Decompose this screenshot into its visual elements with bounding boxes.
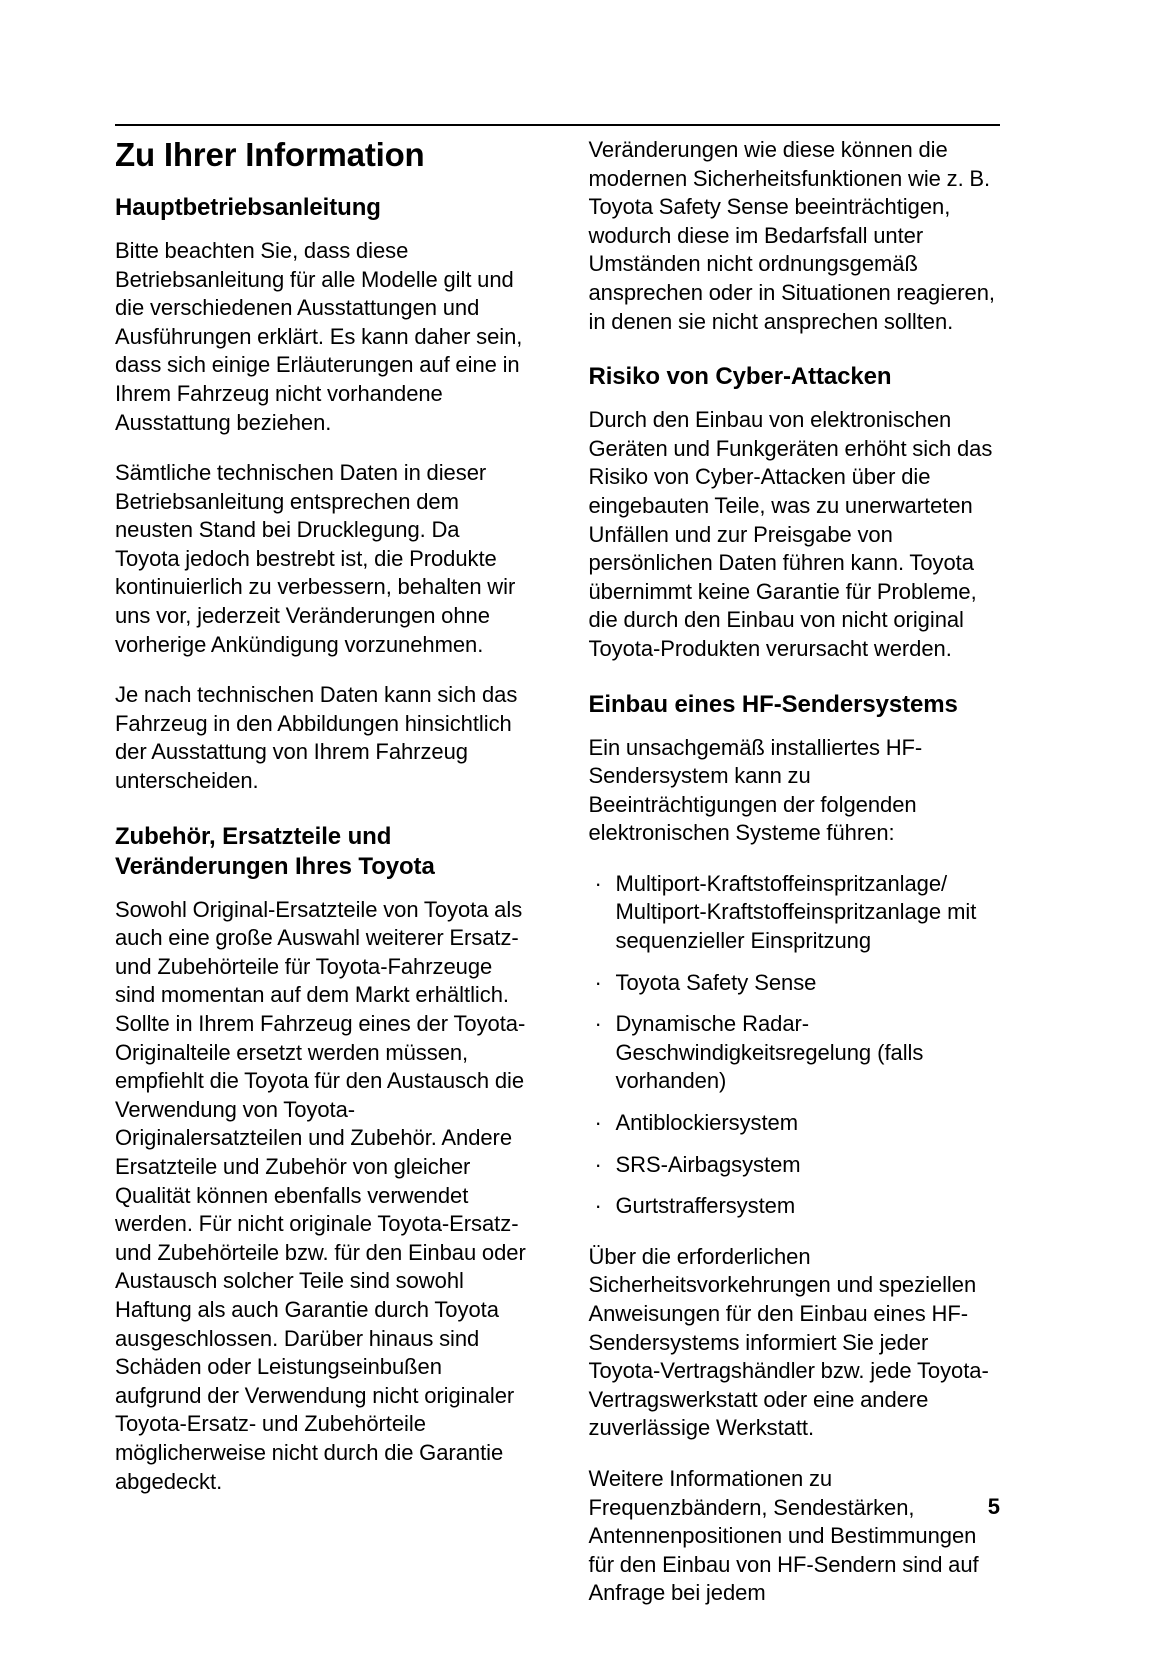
paragraph: Über die erforderlichen Sicherheitsvorkehrungen und speziellen Anweisungen für den Einbau eines HF-Sendersystems informiert Sie jeder Toyota-Vertragshändler bzw. jede Toyota-Vertragswerkstatt oder eine andere zuverlässige Werkstatt. bbox=[588, 1243, 989, 1441]
right-column bbox=[589, 136, 1001, 1608]
two-column-body bbox=[115, 136, 1000, 1608]
list-item bbox=[589, 1151, 1001, 1180]
bullet-icon: · bbox=[594, 1151, 602, 1177]
bullet-icon: · bbox=[594, 1110, 602, 1136]
bullet-icon: · bbox=[594, 1011, 602, 1037]
bullet-icon: · bbox=[594, 969, 602, 995]
page-title: Zu Ihrer Information bbox=[115, 136, 425, 173]
section-heading-hf-sendersystem: Einbau eines HF-Sendersystems bbox=[588, 690, 958, 718]
list-item-label: Gurtstraffersystem bbox=[615, 1193, 796, 1219]
list-item-label: Multiport-Kraftstoffeinspritzanlage/ Multiport-Kraftstoffeinspritzanlage mit sequenzieller Einspritzung bbox=[615, 870, 977, 954]
list-item bbox=[589, 1192, 1001, 1221]
paragraph: Sowohl Original-Ersatzteile von Toyota als auch eine große Auswahl weiterer Ersatz- und Zubehörteile für Toyota-Fahrzeuge sind momentan auf dem Markt erhältlich. Sollte in Ihrem Fahrzeug eines der Toyota-Originalteile ersetzt werden müssen, empfiehlt die Toyota für den Austausch die Verwendung von Toyota-Originalersatzteilen und Zubehör. Andere Ersatzteile und Zubehör von gleicher Qualität können ebenfalls verwendet werden. Für nicht originale Toyota-Ersatz- und Zubehörteile bzw. für den Einbau oder Austausch solcher Teile sind sowohl Haftung als auch Garantie durch Toyota ausgeschlossen. Darüber hinaus sind Schäden oder Leistungseinbußen aufgrund der Verwendung nicht originaler Toyota-Ersatz- und Zubehörteile möglicherweise nicht durch die Garantie abgedeckt. bbox=[115, 896, 526, 1494]
paragraph: Durch den Einbau von elektronischen Geräten und Funkgeräten erhöht sich das Risiko von Cyber-Attacken über die eingebauten Teile, was zu unerwarteten Unfällen und zur Preisgabe von persönlichen Daten führen kann. Toyota übernimmt keine Garantie für Probleme, die durch den Einbau von nicht original Toyota-Produkten verursacht werden. bbox=[588, 407, 993, 661]
affected-systems-list bbox=[589, 870, 1001, 1221]
list-item-label: SRS-Airbagsystem bbox=[615, 1151, 801, 1177]
list-item bbox=[589, 870, 1001, 956]
list-item bbox=[589, 1010, 1001, 1096]
list-item bbox=[589, 1109, 1001, 1138]
bullet-icon: · bbox=[594, 1193, 602, 1219]
list-item bbox=[589, 969, 1001, 998]
paragraph: Ein unsachgemäß installiertes HF-Sendersystem kann zu Beeinträchtigungen der folgenden elektronischen Systeme führen: bbox=[588, 734, 923, 846]
section-heading-cyber-attacken: Risiko von Cyber-Attacken bbox=[588, 363, 892, 391]
header-rule bbox=[115, 124, 1000, 126]
section-heading-zubehoer: Zubehör, Ersatzteile und Veränderungen Ihres Toyota bbox=[115, 822, 435, 880]
paragraph: Bitte beachten Sie, dass diese Betriebsanleitung für alle Modelle gilt und die verschiedenen Ausstattungen und Ausführungen erklärt. Es kann daher sein, dass sich einige Erläuterungen auf eine in Ihrem Fahrzeug nicht vorhandene Ausstattung beziehen. bbox=[115, 237, 523, 435]
bullet-icon: · bbox=[594, 870, 602, 896]
list-item-label: Antiblockiersystem bbox=[615, 1110, 798, 1136]
list-item-label: Dynamische Radar-Geschwindigkeitsregelung (falls vorhanden) bbox=[615, 1011, 924, 1094]
list-item-label: Toyota Safety Sense bbox=[615, 969, 817, 995]
paragraph: Je nach technischen Daten kann sich das Fahrzeug in den Abbildungen hinsichtlich der Ausstattung von Ihrem Fahrzeug unterscheiden. bbox=[115, 682, 518, 794]
paragraph: Sämtliche technischen Daten in dieser Betriebsanleitung entsprechen dem neusten Stand bei Drucklegung. Da Toyota jedoch bestrebt ist, die Produkte kontinuierlich zu verbessern, behalten wir uns vor, jederzeit Veränderungen ohne vorherige Ankündigung vorzunehmen. bbox=[115, 460, 516, 657]
paragraph: Veränderungen wie diese können die modernen Sicherheitsfunktionen wie z. B. Toyota Safety Sense beeinträchtigen, wodurch diese im Bedarfsfall unter Umständen nicht ordnungsgemäß ansprechen oder in Situationen reagieren, in denen sie nicht ansprechen sollten. bbox=[588, 137, 995, 334]
paragraph: Weitere Informationen zu Frequenzbändern, Sendestärken, Antennenpositionen und Bestimmungen für den Einbau von HF-Sendern sind auf Anfrage bei jedem bbox=[588, 1465, 979, 1606]
left-column bbox=[115, 136, 527, 1608]
section-heading-hauptbetriebsanleitung: Hauptbetriebsanleitung bbox=[115, 193, 381, 221]
page-number: 5 bbox=[987, 1494, 1000, 1519]
